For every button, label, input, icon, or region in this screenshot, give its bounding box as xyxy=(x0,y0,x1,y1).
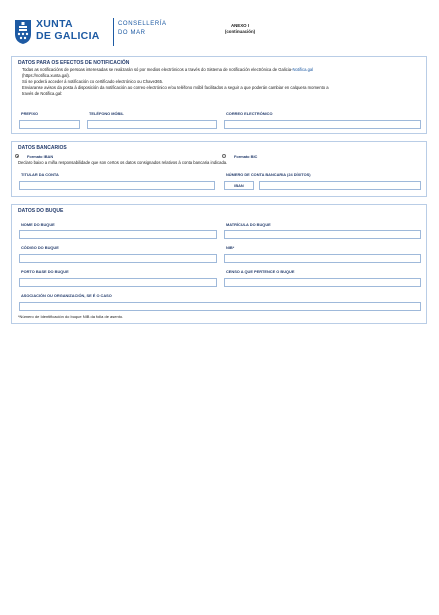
iban-format-radio[interactable] xyxy=(15,154,19,158)
notification-text-line-5: través de Notifica.gal: xyxy=(22,91,63,96)
account-holder-field[interactable] xyxy=(19,181,215,190)
boat-registration-label: MATRÍCULA DO BUQUE xyxy=(226,222,271,227)
census-field[interactable] xyxy=(224,278,421,287)
boat-section xyxy=(11,204,427,324)
notification-text-line-4: Enviaranse avisos da posta á disposición da notificación ao correo electrónico e/ou teléfono móbil facilitados a seguir a que poderán cambiar en calquera momento a xyxy=(22,85,329,90)
bank-declaration: Declaro baixo a miña responsabilidade que son certos os datos consignados relativos á conta bancaria indicada. xyxy=(18,160,228,165)
account-holder-label: TITULAR DA CONTA xyxy=(21,172,59,177)
bic-format-radio[interactable] xyxy=(222,154,226,158)
prefix-field[interactable] xyxy=(19,120,80,129)
brand-line-1: XUNTA xyxy=(36,18,73,30)
logo-divider xyxy=(113,18,114,46)
nib-field[interactable] xyxy=(224,254,421,263)
association-label: ASOCIACIÓN OU ORGANIZACIÓN, SE É O CASO xyxy=(21,293,112,298)
notification-text-line-2: (https://notifica.xunta.gal). xyxy=(22,73,70,78)
home-port-label: PORTO BASE DO BUQUE xyxy=(21,269,69,274)
nib-footnote: *Número de Identificación do buque NIB da folla de asento. xyxy=(18,314,124,319)
bic-format-label: Formato BIC xyxy=(234,154,258,159)
department-line-1: CONSELLERÍA xyxy=(118,21,167,27)
boat-section-title: DATOS DO BUQUE xyxy=(18,208,64,214)
boat-code-label: CÓDIGO DO BUQUE xyxy=(21,245,59,250)
bank-section-title: DATOS BANCARIOS xyxy=(18,145,67,151)
account-number-field[interactable] xyxy=(259,181,421,190)
email-label: CORREO ELECTRÓNICO xyxy=(226,111,273,116)
account-number-label: NÚMERO DE CONTA BANCARIA (24 DÍXITOS) xyxy=(226,172,311,177)
iban-prefix-box: IBAN xyxy=(224,181,254,190)
nib-label: NIB* xyxy=(226,245,235,250)
census-label: CENSO A QUE PERTENCE O BUQUE xyxy=(226,269,295,274)
prefix-label: PREFIXO xyxy=(21,111,39,116)
notification-text-line-1: Todas as notificacións de persoas interesadas se realizarán só por medios electrónicos a través do Sistema de notificación electrónica de Galicia-Notifica.gal xyxy=(22,67,314,72)
boat-code-field[interactable] xyxy=(19,254,217,263)
mobile-phone-field[interactable] xyxy=(87,120,217,129)
bank-section xyxy=(11,141,427,197)
home-port-field[interactable] xyxy=(19,278,217,287)
annex-heading xyxy=(200,23,280,35)
xunta-logo xyxy=(14,18,167,48)
brand-line-2: DE GALICIA xyxy=(36,30,100,42)
annex-subtitle: (continuación) xyxy=(224,29,256,34)
notification-section xyxy=(11,56,427,134)
department-line-2: DO MAR xyxy=(118,30,146,36)
iban-format-label: Formato IBAN xyxy=(27,154,54,159)
email-field[interactable] xyxy=(224,120,421,129)
boat-registration-field[interactable] xyxy=(224,230,421,239)
notifica-link[interactable]: Notifica.gal xyxy=(292,67,314,72)
boat-name-field[interactable] xyxy=(19,230,217,239)
galicia-crest-icon xyxy=(14,19,32,45)
notification-text-line-3: Só se poderá acceder á notificación co certificado electrónico ou Chave365. xyxy=(22,79,164,84)
mobile-phone-label: TELÉFONO MÓBIL xyxy=(89,111,124,116)
boat-name-label: NOME DO BUQUE xyxy=(21,222,55,227)
association-field[interactable] xyxy=(19,302,421,311)
notification-section-title: DATOS PARA OS EFECTOS DE NOTIFICACIÓN xyxy=(18,60,130,66)
annex-title: ANEXO I xyxy=(230,23,250,28)
